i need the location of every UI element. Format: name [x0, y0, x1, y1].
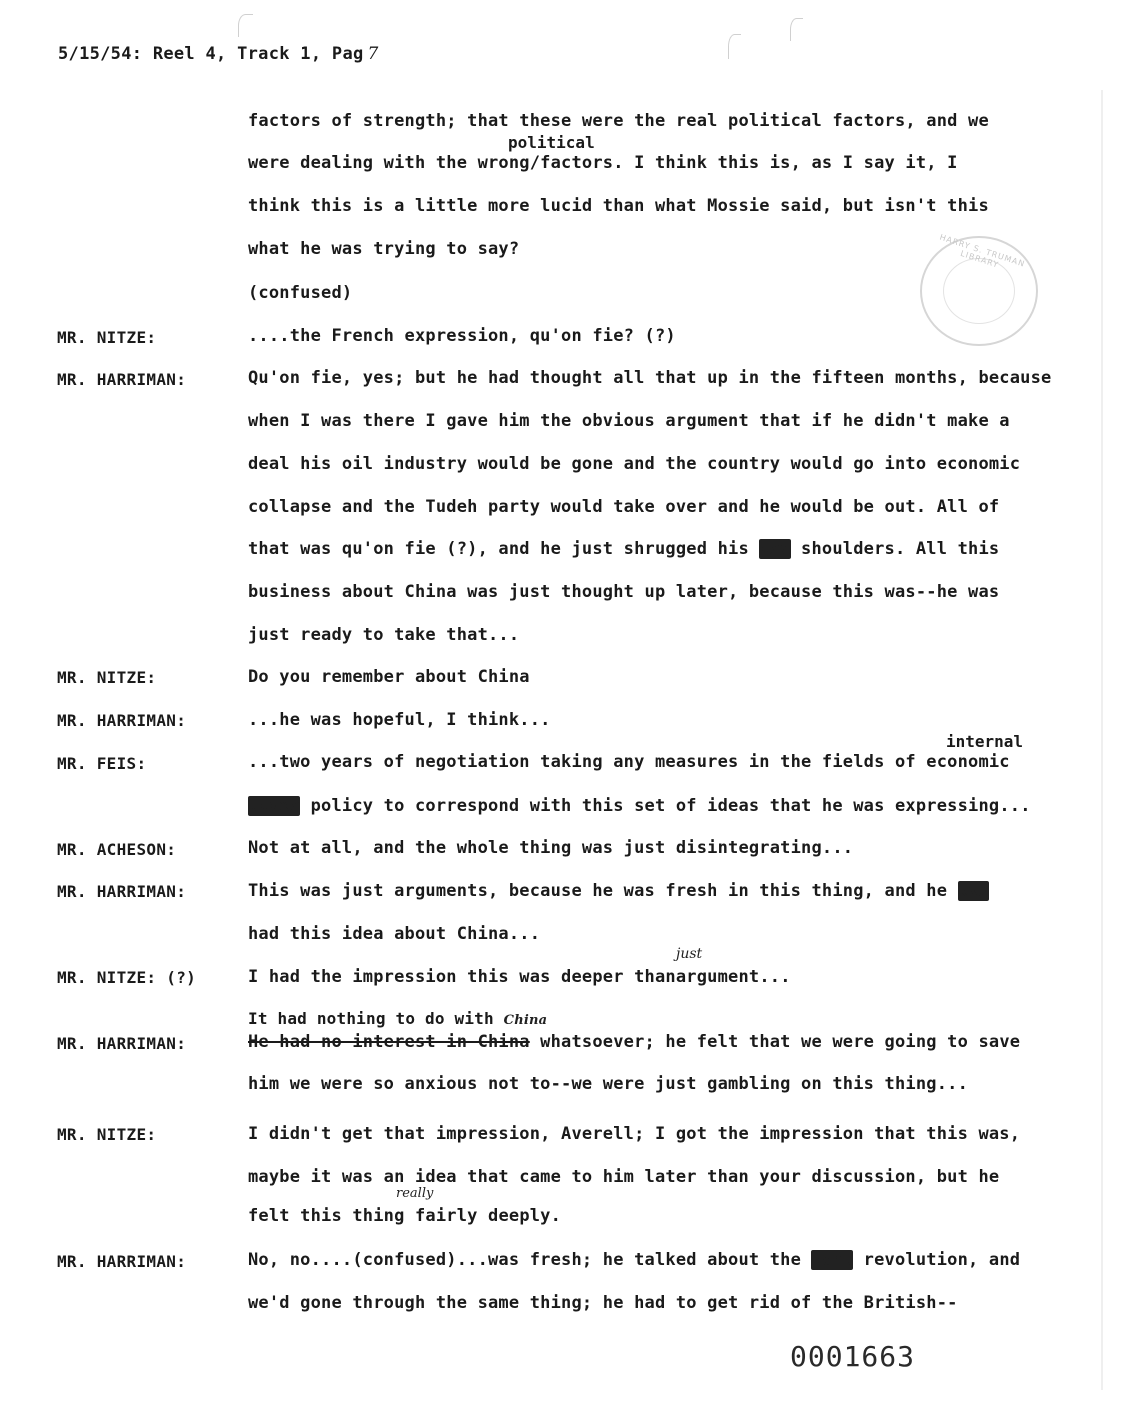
- transcript-line: maybe it was an idea that came to him later than your discussion, but he: [248, 1167, 1000, 1187]
- transcript-line: that was qu'on fie (?), and he just shrugged his xxx shoulders. All this: [248, 539, 1000, 559]
- transcript-line: This was just arguments, because he was fresh in this thing, and he xxx: [248, 881, 989, 901]
- xed-out-text: pxxxx: [248, 796, 301, 816]
- transcript-line: I had the impression this was deeper thanargument...: [248, 967, 791, 987]
- speaker-label: MR. NITZE:: [57, 1125, 157, 1144]
- transcript-line: He had no interest in China whatsoever; he felt that we were going to save: [248, 1032, 1021, 1052]
- typed-correction: It had nothing to do with China: [248, 1009, 548, 1028]
- paper-mark: [728, 34, 741, 59]
- speaker-label: MR. HARRIMAN:: [57, 1034, 187, 1053]
- speaker-label: MR. FEIS:: [57, 754, 147, 773]
- xed-out-text: Bank: [811, 1250, 854, 1270]
- paper-mark: [790, 18, 803, 41]
- transcript-line: Qu'on fie, yes; but he had thought all that up in the fifteen months, because: [248, 368, 1052, 388]
- transcript-line: I didn't get that impression, Averell; I got the impression that this was,: [248, 1124, 1021, 1144]
- transcript-line: business about China was just thought up later, because this was--he was: [248, 582, 1000, 602]
- transcript-line: ....the French expression, qu'on fie? (?): [248, 326, 676, 346]
- xed-out-text: xxx: [759, 539, 791, 559]
- transcript-line: Do you remember about China: [248, 667, 530, 687]
- transcript-line: were dealing with the wrong/factors. I think this is, as I say it, I: [248, 153, 958, 173]
- transcript-line: ...two years of negotiation taking any measures in the fields of economic: [248, 752, 1010, 772]
- transcript-line: we'd gone through the same thing; he had to get rid of the British--: [248, 1293, 958, 1313]
- struck-text: He had no interest in China: [248, 1032, 530, 1052]
- handwritten-insert: just: [676, 946, 703, 962]
- handwritten-insert: China: [503, 1013, 548, 1028]
- page-edge: [1101, 90, 1103, 1390]
- stamp-text: HARRY S. TRUMAN LIBRARY: [938, 232, 1027, 270]
- transcript-line: when I was there I gave him the obvious argument that if he didn't make a: [248, 411, 1010, 431]
- transcript-line: deal his oil industry would be gone and the country would go into economic: [248, 454, 1021, 474]
- speaker-label: MR. NITZE:: [57, 328, 157, 347]
- transcript-line: Not at all, and the whole thing was just disintegrating...: [248, 838, 854, 858]
- library-stamp: [920, 232, 1038, 346]
- transcript-line: him we were so anxious not to--we were just gambling on this thing...: [248, 1074, 969, 1094]
- xed-out-text: xxx: [957, 881, 989, 901]
- transcript-line: collapse and the Tudeh party would take over and he would be out. All of: [248, 497, 1000, 517]
- typed-insert: political: [508, 133, 595, 152]
- handwritten-insert: really: [396, 1186, 434, 1201]
- speaker-label: MR. HARRIMAN:: [57, 711, 187, 730]
- transcript-line: just ready to take that...: [248, 625, 520, 645]
- transcript-line: had this idea about China...: [248, 924, 541, 944]
- speaker-label: MR. HARRIMAN:: [57, 1252, 187, 1271]
- transcript-line: factors of strength; that these were the real political factors, and we: [248, 111, 989, 131]
- speaker-label: MR. HARRIMAN:: [57, 370, 187, 389]
- speaker-label: MR. HARRIMAN:: [57, 882, 187, 901]
- document-number: 0001663: [790, 1340, 916, 1373]
- paper-mark: [238, 14, 253, 37]
- speaker-label: MR. ACHESON:: [57, 840, 177, 859]
- transcript-line: ...he was hopeful, I think...: [248, 710, 551, 730]
- handwritten-page-number: 7: [367, 44, 379, 64]
- page-header: [58, 44, 379, 64]
- transcript-line: think this is a little more lucid than what Mossie said, but isn't this: [248, 196, 989, 216]
- stage-direction: (confused): [248, 283, 353, 303]
- transcript-line: pxxxx policy to correspond with this set of ideas that he was expressing...: [248, 796, 1031, 816]
- speaker-label: MR. NITZE: (?): [57, 968, 197, 987]
- header-reel-track: 5/15/54: Reel 4, Track 1, Pag: [58, 44, 364, 64]
- speaker-label: MR. NITZE:: [57, 668, 157, 687]
- typed-insert: internal: [946, 732, 1024, 751]
- transcript-line: what he was trying to say?: [248, 239, 520, 259]
- transcript-line: felt this thing fairly deeply.: [248, 1206, 562, 1226]
- transcript-line: No, no....(confused)...was fresh; he talked about the Bank revolution, and: [248, 1250, 1021, 1270]
